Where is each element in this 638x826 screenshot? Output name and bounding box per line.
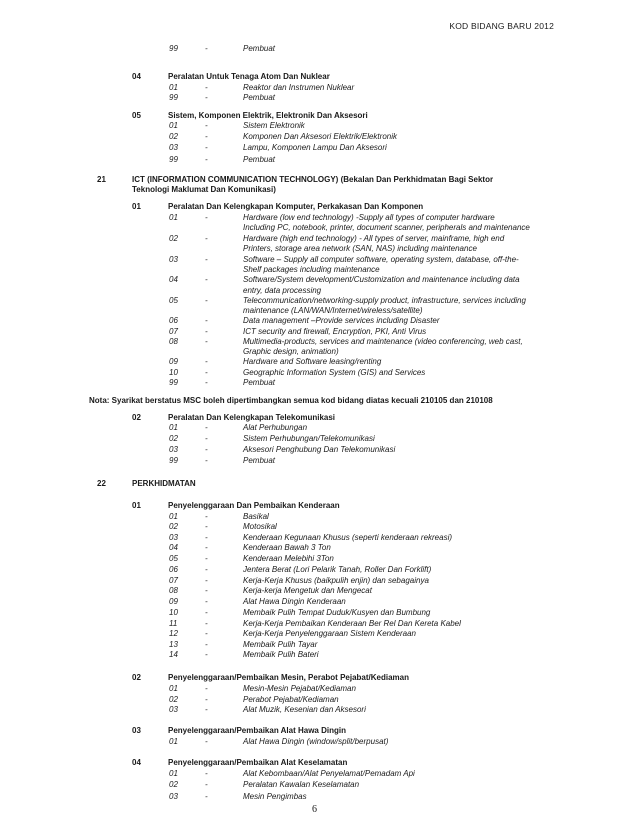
- item-text: Kenderaan Bawah 3 Ton: [243, 543, 331, 552]
- item-text: Geographic Information System (GIS) and Services: [243, 368, 426, 377]
- item-text: Kenderaan Kegunaan Khusus (seperti kenderaan rekreasi): [243, 533, 453, 542]
- item-dash: -: [205, 619, 208, 628]
- item-dash: -: [205, 44, 208, 53]
- item-text-continued: Shelf packages including maintenance: [243, 265, 380, 274]
- subcategory-code: 02: [132, 673, 141, 682]
- item-dash: -: [205, 234, 208, 243]
- item-dash: -: [205, 586, 208, 595]
- item-text: Perabot Pejabat/Kediaman: [243, 695, 339, 704]
- subcategory-code: 05: [132, 111, 141, 120]
- item-text: Alat Perhubungan: [243, 423, 308, 432]
- subcategory-code: 01: [132, 202, 141, 211]
- item-code: 03: [169, 705, 178, 714]
- item-code: 02: [169, 780, 178, 789]
- category-title: PERKHIDMATAN: [132, 479, 196, 488]
- item-code: 14: [169, 650, 178, 659]
- item-text: Jentera Berat (Lori Pelarik Tanah, Roller Dan Forklift): [243, 565, 432, 574]
- item-text: Sistem Perhubungan/Telekomunikasi: [243, 434, 375, 443]
- item-dash: -: [205, 737, 208, 746]
- subcategory-code: 01: [132, 501, 141, 510]
- item-text: Alat Kebombaan/Alat Penyelamat/Pemadam Api: [243, 769, 415, 778]
- item-dash: -: [205, 132, 208, 141]
- item-code: 03: [169, 255, 178, 264]
- item-text: Software – Supply all computer software, operating system, database, off-the-: [243, 255, 519, 264]
- item-code: 07: [169, 327, 178, 336]
- item-code: 08: [169, 337, 178, 346]
- item-dash: -: [205, 576, 208, 585]
- item-dash: -: [205, 554, 208, 563]
- item-dash: -: [205, 378, 208, 387]
- item-dash: -: [205, 695, 208, 704]
- item-dash: -: [205, 155, 208, 164]
- item-dash: -: [205, 543, 208, 552]
- item-dash: -: [205, 650, 208, 659]
- subcategory-title: Sistem, Komponen Elektrik, Elektronik Dan Aksesori: [168, 111, 368, 120]
- item-code: 05: [169, 554, 178, 563]
- item-text: Telecommunication/networking-supply product, infrastructure, services including: [243, 296, 526, 305]
- item-code: 03: [169, 792, 178, 801]
- item-text: Pembuat: [243, 155, 276, 164]
- item-dash: -: [205, 640, 208, 649]
- item-text: Kenderaan Melebihi 3Ton: [243, 554, 334, 563]
- subcategory-code: 03: [132, 726, 141, 735]
- item-text: Hardware (high end technology) - All types of server, mainframe, high end: [243, 234, 505, 243]
- item-code: 11: [169, 619, 178, 628]
- item-dash: -: [205, 93, 208, 102]
- item-code: 10: [169, 608, 178, 617]
- subcategory-title: Peralatan Untuk Tenaga Atom Dan Nuklear: [168, 72, 330, 81]
- item-code: 99: [169, 378, 178, 387]
- item-text-continued: Including PC, notebook, printer, document scanner, peripherals and maintenance: [243, 223, 530, 232]
- item-code: 04: [169, 275, 178, 284]
- item-text: Pembuat: [243, 93, 276, 102]
- item-text: Alat Hawa Dingin Kenderaan: [243, 597, 346, 606]
- item-dash: -: [205, 143, 208, 152]
- item-text: Mesin Pengimbas: [243, 792, 307, 801]
- item-dash: -: [205, 565, 208, 574]
- subcategory-title: Penyelenggaraan/Pembaikan Mesin, Perabot Pejabat/Kediaman: [168, 673, 409, 682]
- item-code: 02: [169, 695, 178, 704]
- category-code: 21: [97, 175, 106, 184]
- subcategory-code: 04: [132, 72, 141, 81]
- item-dash: -: [205, 684, 208, 693]
- category-code: 22: [97, 479, 106, 488]
- item-text: Lampu, Komponen Lampu Dan Aksesori: [243, 143, 387, 152]
- item-dash: -: [205, 522, 208, 531]
- item-dash: -: [205, 423, 208, 432]
- item-code: 99: [169, 155, 178, 164]
- item-code: 07: [169, 576, 178, 585]
- item-dash: -: [205, 533, 208, 542]
- item-dash: -: [205, 327, 208, 336]
- item-code: 05: [169, 296, 178, 305]
- item-code: 10: [169, 368, 178, 377]
- item-text: Motosikal: [243, 522, 277, 531]
- item-dash: -: [205, 456, 208, 465]
- item-text: Hardware (low end technology) -Supply all types of computer hardware: [243, 213, 495, 222]
- item-code: 06: [169, 565, 178, 574]
- item-dash: -: [205, 357, 208, 366]
- item-dash: -: [205, 275, 208, 284]
- item-code: 13: [169, 640, 178, 649]
- item-text: Peralatan Kawalan Keselamatan: [243, 780, 360, 789]
- item-text: Hardware and Software leasing/renting: [243, 357, 382, 366]
- item-text: Kerja-Kerja Penyelenggaraan Sistem Kenderaan: [243, 629, 416, 638]
- subcategory-title: Penyelenggaraan/Pembaikan Alat Keselamatan: [168, 758, 348, 767]
- item-code: 01: [169, 83, 178, 92]
- item-code: 12: [169, 629, 178, 638]
- item-text: Kerja-kerja Mengetuk dan Mengecat: [243, 586, 372, 595]
- item-text: Pembuat: [243, 456, 276, 465]
- item-code: 01: [169, 121, 178, 130]
- item-text: Data management –Provide services including Disaster: [243, 316, 440, 325]
- item-text-continued: Graphic design, animation): [243, 347, 339, 356]
- item-code: 09: [169, 357, 178, 366]
- item-text: Alat Muzik, Kesenian dan Aksesori: [243, 705, 366, 714]
- item-code: 01: [169, 684, 178, 693]
- item-text: Membaik Pulih Tayar: [243, 640, 318, 649]
- item-dash: -: [205, 769, 208, 778]
- item-text: Basikal: [243, 512, 269, 521]
- category-title: ICT (INFORMATION COMMUNICATION TECHNOLOGY) (Bekalan Dan Perkhidmatan Bagi Sektor: [132, 175, 494, 184]
- category-title-continued: Teknologi Maklumat Dan Komunikasi): [132, 185, 276, 194]
- item-code: 04: [169, 543, 178, 552]
- item-text: Pembuat: [243, 44, 276, 53]
- page-number: 6: [312, 804, 317, 815]
- item-code: 02: [169, 522, 178, 531]
- item-code: 01: [169, 423, 178, 432]
- item-dash: -: [205, 368, 208, 377]
- item-text: Membaik Pulih Bateri: [243, 650, 319, 659]
- item-text: ICT security and firewall, Encryption, PKI, Anti Virus: [243, 327, 427, 336]
- item-text: Sistem Elektronik: [243, 121, 305, 130]
- page-header: KOD BIDANG BARU 2012: [449, 21, 554, 31]
- item-code: 01: [169, 769, 178, 778]
- item-text: Aksesori Penghubung Dan Telekomunikasi: [243, 445, 396, 454]
- item-text: Membaik Pulih Tempat Duduk/Kusyen dan Bumbung: [243, 608, 431, 617]
- item-code: 02: [169, 234, 178, 243]
- item-dash: -: [205, 445, 208, 454]
- item-text: Multimedia-products, services and maintenance (video conferencing, web cast,: [243, 337, 523, 346]
- item-code: 03: [169, 533, 178, 542]
- item-text: Kerja-Kerja Khusus (baikpulih enjin) dan sebagainya: [243, 576, 429, 585]
- item-code: 99: [169, 456, 178, 465]
- subcategory-title: Penyelenggaraan Dan Pembaikan Kenderaan: [168, 501, 340, 510]
- subcategory-code: 02: [132, 413, 141, 422]
- item-text: Reaktor dan Instrumen Nuklear: [243, 83, 355, 92]
- item-dash: -: [205, 608, 208, 617]
- item-dash: -: [205, 629, 208, 638]
- note-text: Nota: Syarikat berstatus MSC boleh dipertimbangkan semua kod bidang diatas kecuali 210105 dan 210108: [89, 396, 493, 405]
- item-code: 99: [169, 44, 178, 53]
- item-code: 99: [169, 93, 178, 102]
- item-code: 01: [169, 512, 178, 521]
- item-text-continued: Printers, storage area network (SAN, NAS) including maintenance: [243, 244, 477, 253]
- item-code: 01: [169, 737, 178, 746]
- item-code: 03: [169, 445, 178, 454]
- subcategory-title: Peralatan Dan Kelengkapan Komputer, Perkakasan Dan Komponen: [168, 202, 424, 211]
- item-dash: -: [205, 121, 208, 130]
- item-code: 01: [169, 213, 178, 222]
- item-dash: -: [205, 337, 208, 346]
- item-dash: -: [205, 512, 208, 521]
- item-text: Pembuat: [243, 378, 276, 387]
- item-code: 08: [169, 586, 178, 595]
- item-dash: -: [205, 83, 208, 92]
- item-text: Alat Hawa Dingin (window/split/berpusat): [243, 737, 389, 746]
- item-text: Software/System development/Customization and maintenance including data: [243, 275, 520, 284]
- item-dash: -: [205, 434, 208, 443]
- item-code: 02: [169, 434, 178, 443]
- item-text-continued: entry, data processing: [243, 286, 322, 295]
- item-dash: -: [205, 705, 208, 714]
- item-text: Kerja-Kerja Pembaikan Kenderaan Ber Rel Dan Kereta Kabel: [243, 619, 461, 628]
- subcategory-title: Peralatan Dan Kelengkapan Telekomunikasi: [168, 413, 336, 422]
- item-text: Mesin-Mesin Pejabat/Kediaman: [243, 684, 356, 693]
- item-text: Komponen Dan Aksesori Elektrik/Elektronik: [243, 132, 397, 141]
- item-dash: -: [205, 316, 208, 325]
- item-dash: -: [205, 597, 208, 606]
- item-dash: -: [205, 792, 208, 801]
- item-code: 09: [169, 597, 178, 606]
- subcategory-title: Penyelenggaraan/Pembaikan Alat Hawa Dingin: [168, 726, 346, 735]
- item-code: 06: [169, 316, 178, 325]
- subcategory-code: 04: [132, 758, 141, 767]
- item-dash: -: [205, 255, 208, 264]
- item-text-continued: maintenance (LAN/WAN/Internet/wireless/satellite): [243, 306, 423, 315]
- item-dash: -: [205, 296, 208, 305]
- item-dash: -: [205, 213, 208, 222]
- item-code: 02: [169, 132, 178, 141]
- item-code: 03: [169, 143, 178, 152]
- item-dash: -: [205, 780, 208, 789]
